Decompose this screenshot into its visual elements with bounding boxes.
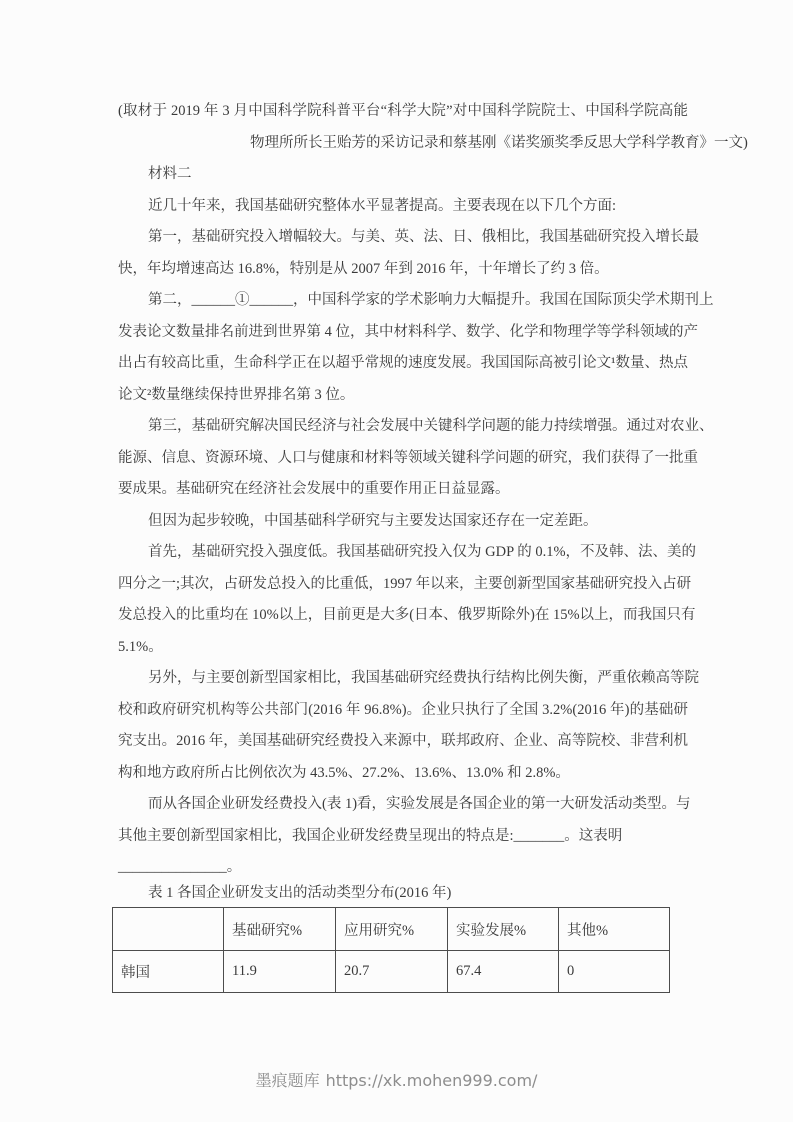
gap-other-line: 究支出。2016 年，美国基础研究经费投入来源中，联邦政府、企业、高等院校、非营利机 — [118, 733, 688, 749]
table-cell: 0 — [559, 951, 670, 993]
gap-first-line: 首先，基础研究投入强度低。我国基础研究投入仅为 GDP 的 0.1%，不及韩、法、美的 — [148, 544, 697, 560]
table-header-cell-other: 其他% — [559, 908, 670, 951]
gap-other-line: 校和政府研究机构等公共部门(2016 年 96.8%)。企业只执行了全国 3.2%(2016 年)的基础研 — [118, 701, 688, 718]
answer-blank-line: _______________。 — [118, 859, 242, 875]
point-1-line: 快，年均增速高达 16.8%，特别是从 2007 年到 2016 年，十年增长了约 3 倍。 — [118, 260, 609, 277]
table-1-caption: 表 1 各国企业研发支出的活动类型分布(2016 年) — [148, 885, 452, 901]
intro-line: 近几十年来，我国基础研究整体水平显著提高。主要表现在以下几个方面: — [148, 197, 617, 214]
gap-other-line: 构和地方政府所占比例依次为 43.5%、27.2%、13.6%、13.0% 和 2.8%。 — [118, 764, 570, 781]
table-header-cell-empty — [113, 908, 224, 951]
point-3-line: 能源、信息、资源环境、人口与健康和材料等领域关键科学问题的研究，我们获得了一批重 — [118, 449, 698, 466]
enterprise-rnd-line-blank-2: 其他主要创新型国家相比，我国企业研发经费呈现出的特点是:_______。这表明 — [118, 827, 623, 844]
table-header-cell-basic-research: 基础研究% — [224, 908, 336, 951]
point-2-line-blank-1: 第二，______①______，中国科学家的学术影响力大幅提升。我国在国际顶尖学术期刊上 — [148, 292, 714, 308]
document-body — [118, 96, 748, 884]
enterprise-rnd-line: 而从各国企业研发经费投入(表 1)看，实验发展是各国企业的第一大研发活动类型。与 — [148, 796, 691, 812]
point-3-line: 要成果。基础研究在经济社会发展中的重要作用正日益显露。 — [118, 481, 510, 497]
table-cell: 11.9 — [224, 951, 336, 993]
table-row-korea — [113, 951, 670, 993]
footer-site-name: 墨痕题库 — [255, 1071, 320, 1090]
material-2-heading: 材料二 — [148, 166, 192, 182]
point-2-line: 论文²数量继续保持世界排名第 3 位。 — [118, 386, 355, 403]
gap-first-line: 四分之一;其次，占研发总投入的比重低，1997 年以来，主要创新型国家基础研究投入占研 — [118, 575, 692, 592]
table-header-cell-experimental-development: 实验发展% — [448, 908, 559, 951]
footer-watermark — [0, 1068, 793, 1094]
table-cell: 67.4 — [448, 951, 559, 993]
table-row-label: 韩国 — [113, 951, 224, 993]
point-1-line: 第一，基础研究投入增幅较大。与美、英、法、日、俄相比，我国基础研究投入增长最 — [148, 229, 699, 245]
table-cell: 20.7 — [336, 951, 448, 993]
point-2-line: 出占有较高比重，生命科学正在以超乎常规的速度发展。我国国际高被引论文¹数量、热点 — [118, 355, 688, 371]
activity-distribution-table — [112, 907, 670, 993]
source-citation-line-1: (取材于 2019 年 3 月中国科学院科普平台“科学大院”对中国科学院院士、中国科学院高能 — [118, 103, 688, 119]
gap-first-line: 发总投入的比重均在 10%以上，目前更是大多(日本、俄罗斯除外)在 15%以上，而我国只有 — [118, 607, 696, 623]
gap-first-line: 5.1%。 — [118, 638, 163, 655]
footer-url: https://xk.mohen999.com/ — [325, 1071, 538, 1090]
gap-other-line: 另外，与主要创新型国家相比，我国基础研究经费执行结构比例失衡，严重依赖高等院 — [148, 670, 699, 686]
table-header-cell-applied-research: 应用研究% — [336, 908, 448, 951]
table-header-row — [113, 908, 670, 951]
gap-summary-line: 但因为起步较晚，中国基础科学研究与主要发达国家还存在一定差距。 — [148, 512, 598, 529]
point-3-line: 第三，基础研究解决国民经济与社会发展中关键科学问题的能力持续增强。通过对农业、 — [148, 418, 714, 434]
point-2-line: 发表论文数量排名前进到世界第 4 位，其中材料科学、数学、化学和物理学等学科领域的产 — [118, 323, 698, 340]
source-citation-line-2: 物理所所长王贻芳的采访记录和蔡基刚《诺奖颁奖季反思大学科学教育》一文) — [250, 134, 748, 151]
